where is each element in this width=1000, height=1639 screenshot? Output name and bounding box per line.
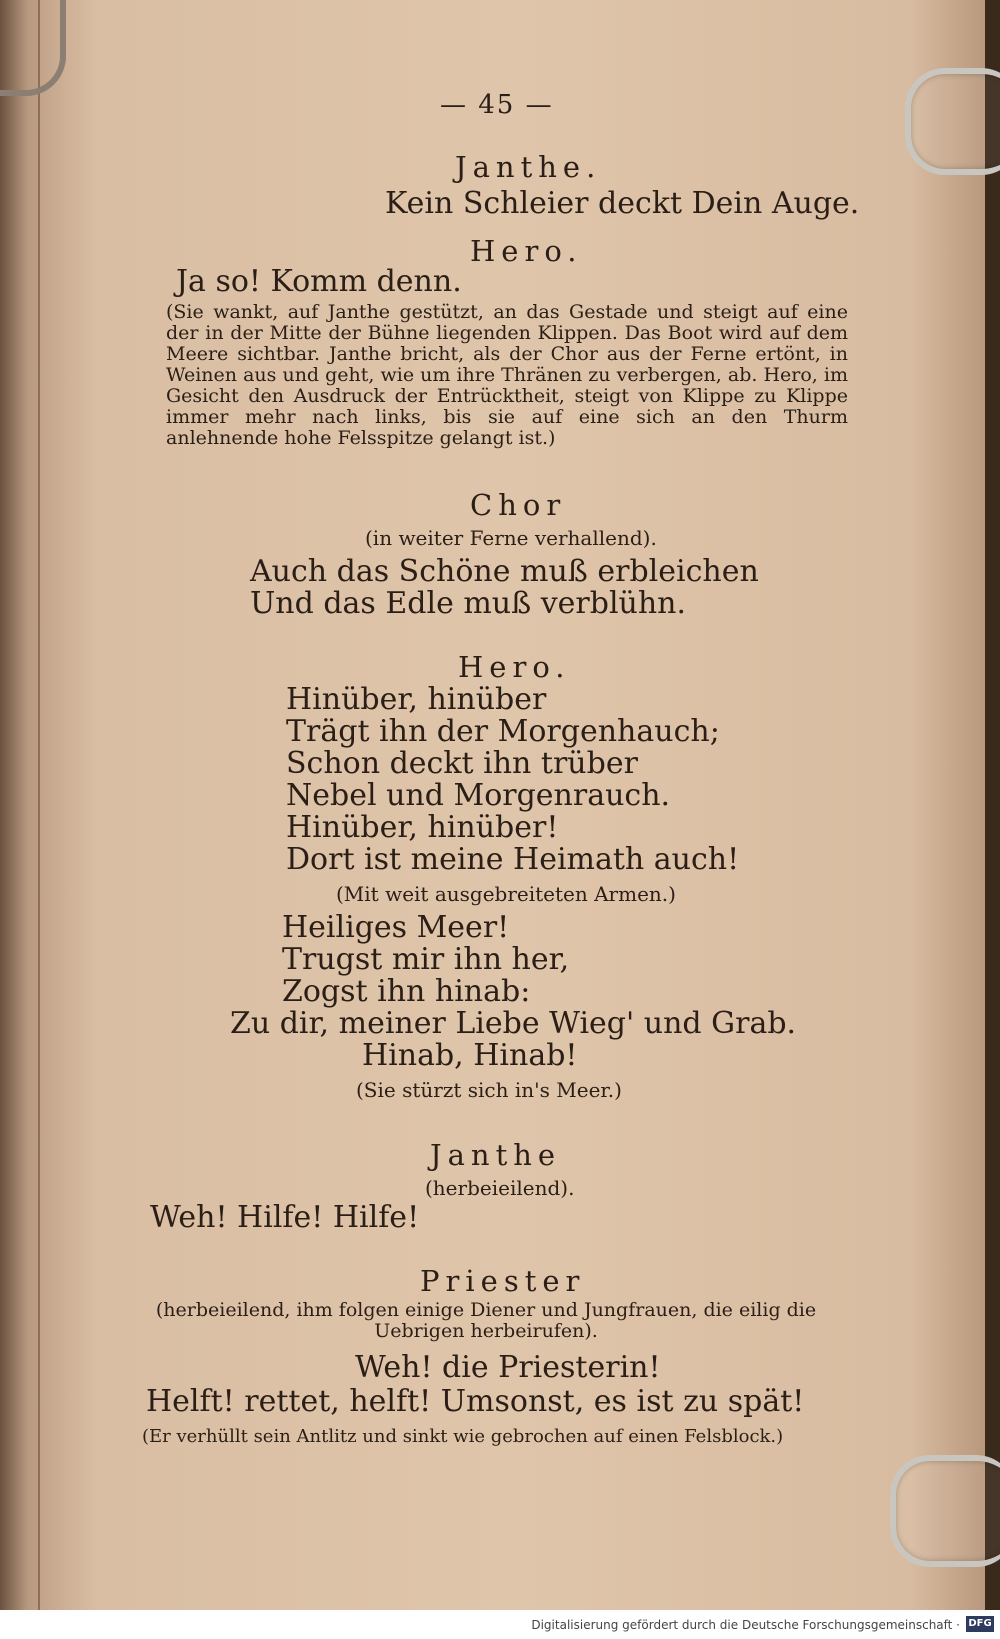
verse-line: Weh! die Priesterin! — [355, 1350, 661, 1385]
verse-line: Auch das Schöne muß erbleichen — [250, 554, 759, 589]
verse-line: Hinüber, hinüber! — [286, 810, 559, 845]
verse-line: Trugst mir ihn her, — [282, 942, 570, 977]
verse-line: Ja so! Komm denn. — [176, 264, 462, 299]
stage-direction: (herbeieilend, ihm folgen einige Diener und Jungfrauen, die eilig die Uebrigen herbeirufen). — [155, 1299, 817, 1342]
speaker-name: Chor — [470, 488, 567, 522]
verse-line: Nebel und Morgenrauch. — [286, 778, 671, 813]
verse-line: Dort ist meine Heimath auch! — [286, 842, 740, 877]
verse-line: Hinüber, hinüber — [286, 682, 547, 717]
stage-direction: (Er verhüllt sein Antlitz und sinkt wie gebrochen auf einen Felsblock.) — [142, 1426, 784, 1447]
verse-line: Trägt ihn der Morgenhauch; — [286, 714, 720, 749]
verse-line: Zu dir, meiner Liebe Wieg' und Grab. — [230, 1006, 797, 1041]
paper-clip-top — [905, 68, 1000, 175]
verse-line: Hinab, Hinab! — [362, 1038, 578, 1073]
verse-line: Helft! rettet, helft! Umsonst, es ist zu spät! — [146, 1384, 805, 1419]
speaker-name: Priester — [420, 1264, 586, 1298]
stage-direction: (in weiter Ferne verhallend). — [365, 526, 657, 550]
footer-credit: Digitalisierung gefördert durch die Deutsche Forschungsgemeinschaft · — [531, 1618, 960, 1632]
binding-edge — [0, 0, 66, 96]
verse-line: Weh! Hilfe! Hilfe! — [150, 1200, 420, 1235]
speaker-name: Hero. — [458, 650, 571, 684]
speaker-name: Janthe — [430, 1138, 562, 1172]
stage-direction: (Sie stürzt sich in's Meer.) — [356, 1078, 622, 1102]
stage-direction: (Mit weit ausgebreiteten Armen.) — [336, 882, 676, 906]
verse-line: Und das Edle muß verblühn. — [250, 586, 687, 621]
stage-direction: (herbeieilend). — [425, 1176, 575, 1200]
page-number: — 45 — — [440, 90, 554, 120]
verse-line: Kein Schleier deckt Dein Auge. — [385, 186, 860, 221]
dfg-logo: DFG — [966, 1616, 994, 1632]
verse-line: Zogst ihn hinab: — [282, 974, 531, 1009]
paper-clip-bottom — [890, 1455, 1000, 1567]
verse-line: Heiliges Meer! — [282, 910, 510, 945]
stage-direction: (Sie wankt, auf Janthe gestützt, an das Gestade und steigt auf eine der in der Mitte der Bühne liegenden Klippen. Das Boot wird auf dem Meere sichtbar. Janthe bricht, als der Chor aus der Ferne ertönt, in Weinen aus und geht, wie um ihre Thränen zu verbergen, ab. Hero, im Gesicht den Ausdruck der Entrücktheit, steigt von Klippe zu Klippe immer mehr nach links, bis sie auf eine sich an den Thurm anlehnende hohe Felsspitze gelangt ist.) — [166, 301, 848, 449]
speaker-name: Hero. — [470, 234, 583, 268]
verse-line: Schon deckt ihn trüber — [286, 746, 638, 781]
footer-bar — [0, 1610, 1000, 1639]
speaker-name: Janthe. — [455, 150, 602, 184]
